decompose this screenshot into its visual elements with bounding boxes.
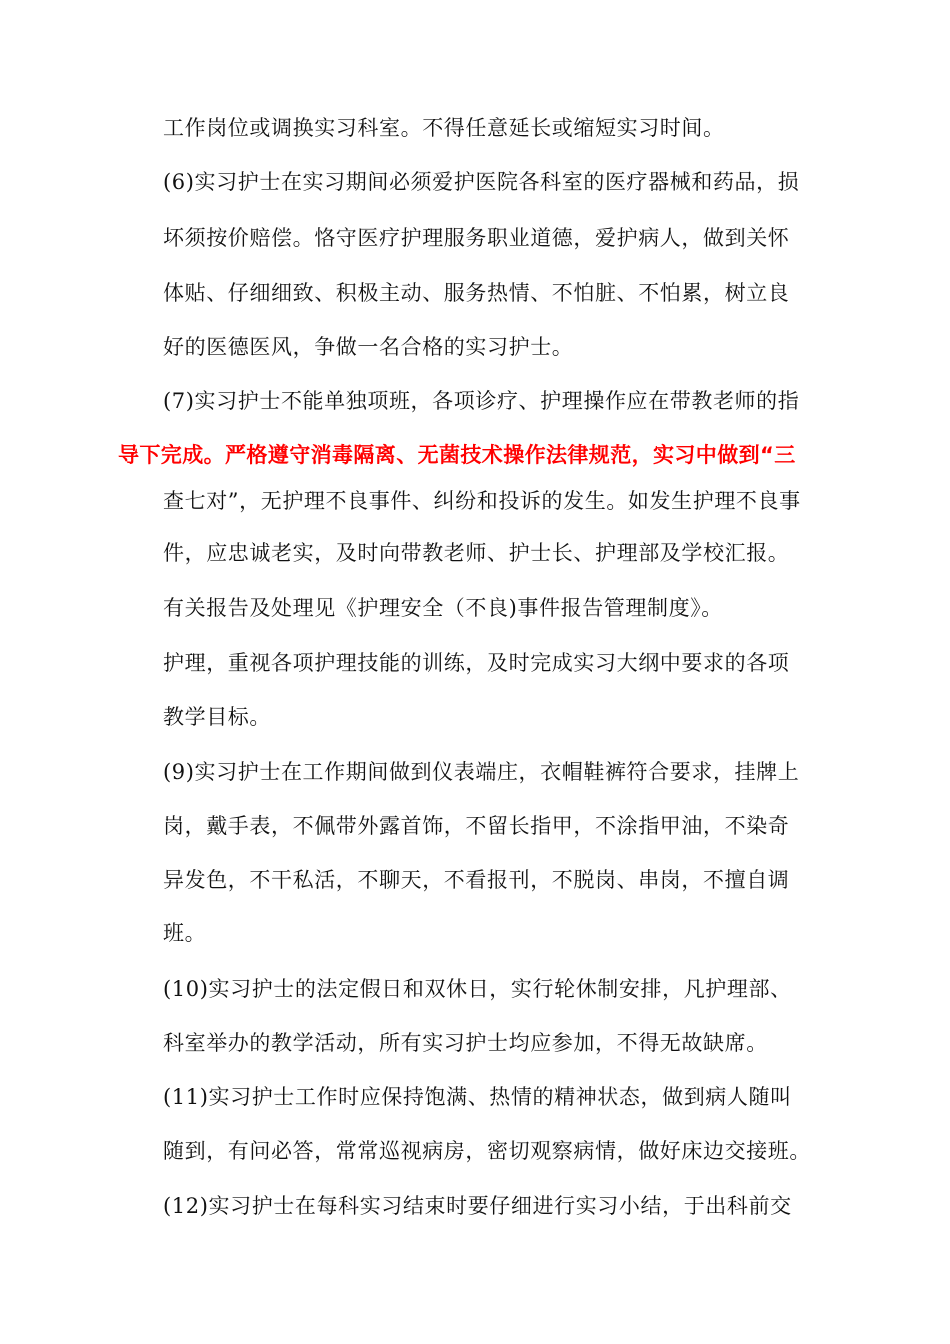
paragraph-line: 随到，有问必答，常常巡视病房，密切观察病情，做好床边交接班。 xyxy=(163,1139,811,1163)
paragraph-line: (11)实习护士工作时应保持饱满、热情的精神状态，做到病人随叫 xyxy=(163,1085,792,1109)
paragraph-line: 查七对”，无护理不良事件、纠纷和投诉的发生。如发生护理不良事 xyxy=(163,489,801,513)
paragraph-line: 班。 xyxy=(163,921,207,945)
paragraph-line: 有关报告及处理见《护理安全（不良)事件报告管理制度》。 xyxy=(163,596,723,620)
paragraph-line: 件，应忠诚老实，及时向带教老师、护士长、护理部及学校汇报。 xyxy=(163,541,790,565)
paragraph-line: 岗，戴手表，不佩带外露首饰，不留长指甲，不涂指甲油，不染奇 xyxy=(163,814,790,838)
paragraph-line: 护理，重视各项护理技能的训练，及时完成实习大纲中要求的各项 xyxy=(163,651,790,675)
paragraph-line: (6)实习护士在实习期间必须爱护医院各科室的医疗器械和药品，损 xyxy=(163,170,800,194)
paragraph-line: (10)实习护士的法定假日和双休日，实行轮休制安排，凡护理部、 xyxy=(163,977,792,1001)
paragraph-line: 异发色，不干私活，不聊天，不看报刊，不脱岗、串岗，不擅自调 xyxy=(163,868,790,892)
paragraph-line: (12)实习护士在每科实习结束时要仔细进行实习小结，于出科前交 xyxy=(163,1194,792,1218)
highlighted-line: 导下完成。严格遵守消毒隔离、无菌技术操作法律规范，实习中做到“三 xyxy=(118,443,796,467)
paragraph-line: 工作岗位或调换实习科室。不得任意延长或缩短实习时间。 xyxy=(163,116,725,140)
paragraph-line: (7)实习护士不能单独项班，各项诊疗、护理操作应在带教老师的指 xyxy=(163,389,800,413)
paragraph-line: 坏须按价赔偿。恪守医疗护理服务职业道德，爱护病人，做到关怀 xyxy=(163,226,790,250)
paragraph-line: 体贴、仔细细致、积极主动、服务热情、不怕脏、不怕累，树立良 xyxy=(163,281,790,305)
paragraph-line: 科室举办的教学活动，所有实习护士均应参加，不得无故缺席。 xyxy=(163,1031,768,1055)
paragraph-line: 教学目标。 xyxy=(163,705,271,729)
paragraph-line: 好的医德医风，争做一名合格的实习护士。 xyxy=(163,335,574,359)
paragraph-line: (9)实习护士在工作期间做到仪表端庄，衣帽鞋裤符合要求，挂牌上 xyxy=(163,760,800,784)
